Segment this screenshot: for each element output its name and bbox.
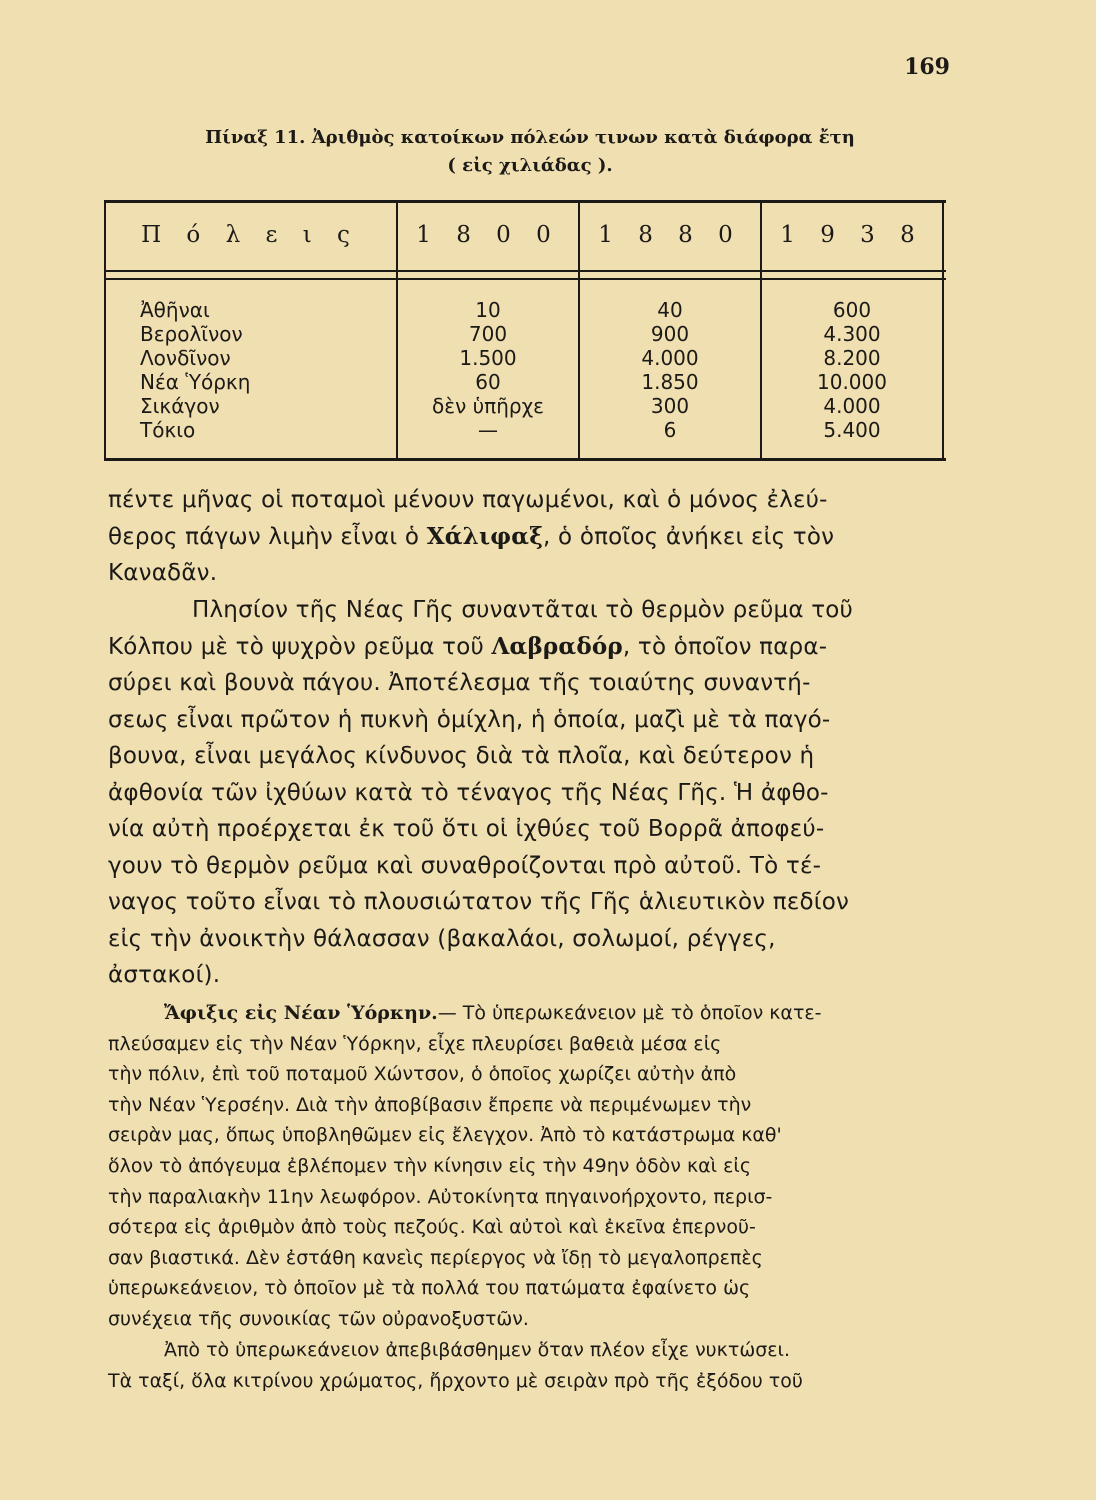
value-cell: 10: [475, 298, 501, 322]
page-number: 169: [904, 54, 950, 80]
value-cell: 1.850: [641, 370, 699, 394]
text-line: ὑπερωκεάνειον, τὸ ὁποῖον μὲ τὰ πολλά του πατώματα ἐφαίνετο ὡς: [108, 1277, 751, 1300]
value-cell: 1.500: [459, 346, 517, 370]
value-cell: 6: [663, 418, 677, 442]
city-cell: Σικάγον: [140, 394, 220, 418]
table-caption: [140, 124, 920, 180]
text-line: τὴν πόλιν, ἐπὶ τοῦ ποταμοῦ Χώντσον, ὁ ὁποῖος χωρίζει αὐτὴν ἀπὸ: [108, 1063, 737, 1086]
text-line: σαν βιαστικά. Δὲν ἐστάθη κανεὶς περίεργος νὰ ἴδῃ τὸ μεγαλοπρεπὲς: [108, 1246, 763, 1269]
city-cell: Τόκιο: [140, 418, 196, 442]
header-1938: 1 9 3 8: [780, 222, 924, 248]
text-line: πέντε μῆνας οἱ ποταμοὶ μένουν παγωμένοι, καὶ ὁ μόνος ἐλεύ-: [108, 487, 828, 513]
value-cell: 60: [475, 370, 501, 394]
column-1938: [762, 298, 942, 442]
value-cell: δὲν ὑπῆρχε: [432, 394, 544, 418]
value-cell: 900: [650, 322, 690, 346]
paragraph-halifax: [108, 482, 950, 592]
text-line: ἀστακοί).: [108, 962, 221, 988]
value-cell: 600: [832, 298, 872, 322]
text-line: [108, 629, 950, 666]
text-line: [108, 998, 950, 1029]
text-line: Τὰ ταξί, ὅλα κιτρίνου χρώματος, ἤρχοντο μὲ σειρὰν πρὸ τῆς ἐξόδου τοῦ: [108, 1369, 803, 1392]
text-line: Πλησίον τῆς Νέας Γῆς συναντᾶται τὸ θερμὸν ρεῦμα τοῦ: [192, 597, 854, 623]
table-top-rule: [104, 200, 946, 203]
paragraph-taxis: [108, 1335, 950, 1396]
text-line: γουν τὸ θερμὸν ρεῦμα καὶ συναθροίζονται πρὸ αὐτοῦ. Τὸ τέ-: [108, 852, 822, 879]
header-rule-1: [104, 270, 946, 272]
value-cell: 300: [650, 394, 690, 418]
value-cell: 4.300: [823, 322, 881, 346]
value-cell: 4.000: [823, 394, 881, 418]
text-run: , τὸ ὁποῖον παρα-: [622, 633, 828, 660]
text-line: ὅλον τὸ ἀπόγευμα ἐβλέπομεν τὴν κίνησιν εἰς τὴν 49ην ὁδὸν καὶ εἰς: [108, 1154, 751, 1177]
value-cell: 8.200: [823, 346, 881, 370]
cities-column: [140, 298, 400, 442]
column-1880: [580, 298, 760, 442]
city-cell: Λονδῖνον: [140, 346, 231, 370]
city-cell: Ἀθῆναι: [140, 298, 210, 322]
text-line: σειρὰν μας, ὅπως ὑποβληθῶμεν εἰς ἔλεγχον. Ἀπὸ τὸ κατάστρωμα καθ': [108, 1124, 782, 1147]
city-cell: Νέα Ὑόρκη: [140, 370, 251, 394]
header-rule-2: [104, 278, 946, 280]
text-line: [108, 519, 950, 556]
text-line: σεως εἶναι πρῶτον ἡ πυκνὴ ὁμίχλη, ἡ ὁποία, μαζὶ μὲ τὰ παγό-: [108, 706, 831, 733]
paragraph-arrival-new-york: [108, 998, 950, 1335]
text-line: νία αὐτὴ προέρχεται ἐκ τοῦ ὅτι οἱ ἰχθύες τοῦ Βορρᾶ ἀποφεύ-: [108, 816, 825, 842]
header-1880: 1 8 8 0: [598, 222, 742, 248]
value-cell: 700: [468, 322, 508, 346]
text-line: ἀφθονία τῶν ἰχθύων κατὰ τὸ τέναγος τῆς Νέας Γῆς. Ἡ ἀφθο-: [108, 779, 829, 806]
table-bottom-rule: [104, 458, 946, 461]
value-cell: 5.400: [823, 418, 881, 442]
column-1800: [398, 298, 578, 442]
text-line: τὴν Νέαν Ὑερσέην. Διὰ τὴν ἀποβίβασιν ἔπρεπε νὰ περιμένωμεν τὴν: [108, 1093, 752, 1116]
text-line: βουνα, εἶναι μεγάλος κίνδυνος διὰ τὰ πλοῖα, καὶ δεύτερον ἡ: [108, 743, 815, 769]
place-name-halifax: Χάλιφαξ: [426, 522, 544, 550]
place-name-labrador: Λαβραδόρ: [491, 632, 623, 660]
section-lead: Ἄφιξις εἰς Νέαν Ὑόρκην.: [164, 1002, 438, 1024]
population-table: [104, 200, 946, 464]
text-line: σύρει καὶ βουνὰ πάγου. Ἀποτέλεσμα τῆς τοιαύτης συναντή-: [108, 670, 811, 696]
text-run: θερος πάγων λιμὴν εἶναι ὁ: [108, 523, 427, 550]
text-line: συνέχεια τῆς συνοικίας τῶν οὐρανοξυστῶν.: [108, 1307, 529, 1330]
text-line: πλεύσαμεν εἰς τὴν Νέαν Ὑόρκην, εἶχε πλευρίσει βαθειὰ μέσα εἰς: [108, 1032, 722, 1055]
text-line: ναγος τοῦτο εἶναι τὸ πλουσιώτατον τῆς Γῆς ἁλιευτικὸν πεδίον: [108, 889, 850, 915]
text-run: Κόλπου μὲ τὸ ψυχρὸν ρεῦμα τοῦ: [108, 633, 492, 660]
value-cell: 4.000: [641, 346, 699, 370]
text-line: Ἀπὸ τὸ ὑπερωκεάνειον ἀπεβιβάσθημεν ὅταν πλέον εἶχε νυκτώσει.: [164, 1339, 791, 1361]
header-1800: 1 8 0 0: [416, 222, 560, 248]
value-cell: —: [478, 418, 498, 442]
text-line: εἰς τὴν ἀνοικτὴν θάλασσαν (βακαλάοι, σολωμοί, ρέγγες,: [108, 925, 776, 952]
text-line: τὴν παραλιακὴν 11ην λεωφόρον. Αὐτοκίνητα πηγαινοήρχοντο, περισ-: [108, 1185, 773, 1208]
caption-line-1: Πίναξ 11. Ἀριθμὸς κατοίκων πόλεών τινων κατὰ διάφορα ἔτη: [205, 127, 855, 148]
city-cell: Βερολῖνον: [140, 322, 243, 346]
table-right-border: [942, 200, 944, 461]
text-run: — Τὸ ὑπερωκεάνειον μὲ τὸ ὁποῖον κατε-: [437, 1002, 822, 1024]
value-cell: 10.000: [817, 370, 887, 394]
text-run: , ὁ ὁποῖος ἀνήκει εἰς τὸν: [543, 523, 835, 550]
caption-line-2: ( εἰς χιλιάδας ).: [447, 155, 613, 176]
paragraph-gulf-stream: [108, 592, 950, 994]
header-cities: Π ό λ ε ι ς: [141, 222, 359, 248]
text-line: σότερα εἰς ἀριθμὸν ἀπὸ τοὺς πεζούς. Καὶ αὐτοὶ καὶ ἐκεῖνα ἐπερνοῦ-: [108, 1216, 756, 1239]
text-line: Καναδᾶν.: [108, 560, 218, 586]
value-cell: 40: [657, 298, 683, 322]
